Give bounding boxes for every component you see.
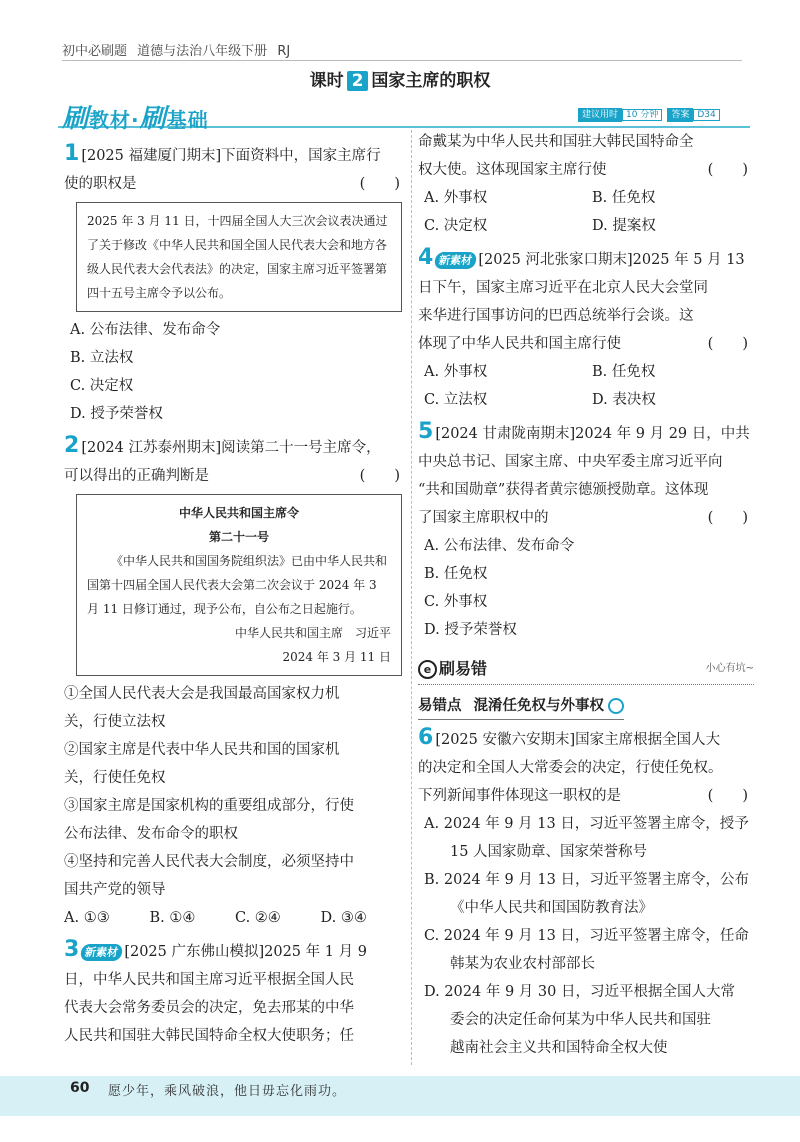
option-d[interactable]: D. 提案权	[592, 218, 656, 234]
answer-blank[interactable]: ( )	[359, 468, 400, 484]
answer-blank[interactable]: ( )	[707, 510, 748, 526]
option-d[interactable]: D. ③④	[320, 910, 367, 926]
question-5: 5 [2024 甘肃陇南期末]2024 年 9 月 29 日，中共 中央总书记、国家主席、中央军委主席习近平向 “共和国勋章”获得者黄宗德颁授勋章。这体现 了国家主席职权中的 ( ) A. 公布法律、发布命令 B. 任免权 C. 外事权 D. 授予荣誉权	[418, 418, 754, 644]
question-3-continued: 命戴某为中华人民共和国驻大韩民国特命全 权大使。这体现国家主席行使 ( ) A. 外事权 B. 任免权 C. 决定权 D. 提案权	[418, 128, 754, 240]
decree-box	[76, 494, 402, 676]
option-c[interactable]: C. 决定权	[424, 218, 488, 234]
option-c[interactable]: C. 立法权	[424, 392, 488, 408]
error-e-icon: e	[418, 660, 437, 679]
question-number: 6	[418, 725, 434, 750]
option-a[interactable]: A. 公布法律、发布命令	[424, 538, 575, 554]
question-3: 3 新素材 [2025 广东佛山模拟]2025 年 1 月 9 日，中华人民共和国主席习近平根据全国人民 代表大会常务委员会的决定，免去邢某的中华 人民共和国驻大韩民国特命全权大使职务；任	[64, 937, 367, 1044]
option-a[interactable]: A. 2024 年 9 月 13 日，习近平签署主席令，授予 15 人国家勋章、国家荣誉称号	[424, 816, 749, 860]
edition: RJ	[277, 44, 291, 59]
section-title: 刷教材·刷基础	[62, 104, 209, 134]
question-6: 6 [2025 安徽六安期末]国家主席根据全国人大 的决定和全国人大常委会的决定，行使任免权。 下列新闻事件体现这一职权的是 ( ) A. 2024 年 9 月 13 日，习近平签署主席令，授予 15 人国家勋章、国家荣誉称号 B. 2024 年 9 月 13 日，习近平签署主席令，公布 《中华人民共和国国防教育法》 C. 2024 年 9 月 13 日，习近平签署主席令，任命 韩某为农业农村部部长 D. 2024 年 9 月 30 日，习近平根据全国人大常 委会的决定任命何某为中华人民共和国驻 越南社会主义共和国特命全权大使	[418, 724, 754, 1062]
material-box: 2025 年 3 月 11 日，十四届全国人大三次会议表决通过了关于修改《中华人民共和国全国人民代表大会和地方各级人民代表大会代表法》的决定，国家主席习近平签署第四十五号主席令予以公布。	[76, 202, 402, 312]
series-name: 初中必刷题	[62, 44, 128, 59]
error-section-header: e 刷易错 小心有坑~	[418, 654, 754, 685]
option-b[interactable]: B. 2024 年 9 月 13 日，习近平签署主席令，公布 《中华人民共和国国防教育法》	[424, 872, 749, 916]
statement-2: ②国家主席是代表中华人民共和国的国家机 关，行使任免权	[64, 742, 340, 786]
question-number: 4	[418, 245, 434, 270]
question-number: 5	[418, 419, 434, 444]
new-material-tag: 新素材	[80, 944, 123, 961]
question-number: 2	[64, 433, 80, 458]
decree-signature: 中华人民共和国主席 习近平	[234, 626, 391, 640]
option-c[interactable]: C. 决定权	[70, 378, 134, 394]
option-a[interactable]: A. ①③	[64, 910, 110, 926]
right-column	[418, 128, 754, 1062]
left-column	[64, 140, 406, 1050]
option-b[interactable]: B. 任免权	[592, 190, 656, 206]
answer-blank[interactable]: ( )	[707, 336, 748, 352]
option-b[interactable]: B. ①④	[149, 910, 196, 926]
new-material-tag: 新素材	[434, 252, 477, 269]
question-number: 1	[64, 141, 80, 166]
decree-number: 第二十一号	[208, 530, 269, 544]
question-1: 1 [2025 福建厦门期末]下面资料中，国家主席行 使的职权是 ( ) 2025 年 3 月 11 日，十四届全国人大三次会议表决通过了关于修改《中华人民共和国全国人民代表大会和地方各级人民代表大会代表法》的决定，国家主席习近平签署第四十五号主席令予以公布。 A. 公布法律、发布命令 B. 立法权 C. 决定权 D. 授予荣誉权	[64, 140, 406, 428]
subject-name: 道德与法治八年级下册	[137, 44, 268, 59]
question-2: 2 [2024 江苏泰州期末]阅读第二十一号主席令， 可以得出的正确判断是 ( ) 中华人民共和国主席令 第二十一号 《中华人民共和国国务院组织法》已由中华人民共和国第十四届全国人民代表大会第二次会议于 2024 年 3 月 11 日修订通过，现予公布，自公布之日起施行。 中华人民共和国主席 习近平 2024 年 3 月 11 日 ①全国人民代表大会是我国最高国家权力机 关，行使立法权 ②国家主席是代表中华人民共和国的国家机 关，行使任免权 ③国家主席是国家机构的重要组成部分，行使 公布法律、发布命令的职权 ④坚持和完善人民代表大会制度，必须坚持中 国共产党的领导 A. ①③ B. ①④ C. ②④ D. ③④	[64, 432, 406, 932]
option-b[interactable]: B. 立法权	[70, 350, 134, 366]
page-number: 60	[70, 1080, 90, 1096]
option-a[interactable]: A. 外事权	[424, 364, 488, 380]
option-c[interactable]: C. 2024 年 9 月 13 日，习近平签署主席令，任命 韩某为农业农村部部长	[424, 928, 749, 972]
error-point: 易错点 混淆任免权与外事权	[418, 693, 624, 720]
target-icon	[608, 698, 624, 714]
statement-1: ①全国人民代表大会是我国最高国家权力机 关，行使立法权	[64, 686, 340, 730]
option-b[interactable]: B. 任免权	[592, 364, 656, 380]
option-d[interactable]: D. 授予荣誉权	[70, 406, 163, 422]
option-a[interactable]: A. 外事权	[424, 190, 488, 206]
lesson-title: 课时 2 国家主席的职权	[309, 71, 491, 91]
answer-blank[interactable]: ( )	[707, 162, 748, 178]
decree-title: 中华人民共和国主席令	[178, 506, 299, 520]
time-answer-box: 建议用时 10 分钟 答案 D34	[578, 107, 720, 120]
footer-motto: 愿少年，乘风破浪，他日毋忘化雨功。	[108, 1084, 347, 1099]
statement-4: ④坚持和完善人民代表大会制度，必须坚持中 国共产党的领导	[64, 854, 354, 898]
statement-3: ③国家主席是国家机构的重要组成部分，行使 公布法律、发布命令的职权	[64, 798, 354, 842]
option-c[interactable]: C. 外事权	[424, 594, 488, 610]
column-divider	[411, 130, 412, 1065]
question-4: 4 新素材 [2025 河北张家口期末]2025 年 5 月 13 日下午，国家主席习近平在北京人民大会堂同 来华进行国事访问的巴西总统举行会谈。这 体现了中华人民共和国主席行使 ( ) A. 外事权 B. 任免权 C. 立法权 D. 表决权	[418, 244, 754, 414]
question-number: 3	[64, 937, 80, 962]
option-d[interactable]: D. 2024 年 9 月 30 日，习近平根据全国人大常 委会的决定任命何某为中华人民共和国驻 越南社会主义共和国特命全权大使	[424, 984, 735, 1056]
header-rule	[62, 60, 742, 61]
option-c[interactable]: C. ②④	[235, 910, 281, 926]
answer-blank[interactable]: ( )	[707, 788, 748, 804]
option-b[interactable]: B. 任免权	[424, 566, 488, 582]
decree-date: 2024 年 3 月 11 日	[282, 650, 391, 664]
decree-body: 《中华人民共和国国务院组织法》已由中华人民共和国第十四届全国人民代表大会第二次会议于 2024 年 3 月 11 日修订通过，现予公布，自公布之日起施行。	[87, 554, 388, 616]
tip-label: 小心有坑~	[705, 663, 754, 674]
running-header	[62, 40, 296, 59]
lesson-number: 2	[347, 71, 369, 91]
option-a[interactable]: A. 公布法律、发布命令	[70, 322, 221, 338]
option-d[interactable]: D. 表决权	[592, 392, 656, 408]
answer-blank[interactable]: ( )	[359, 176, 400, 192]
option-d[interactable]: D. 授予荣誉权	[424, 622, 517, 638]
